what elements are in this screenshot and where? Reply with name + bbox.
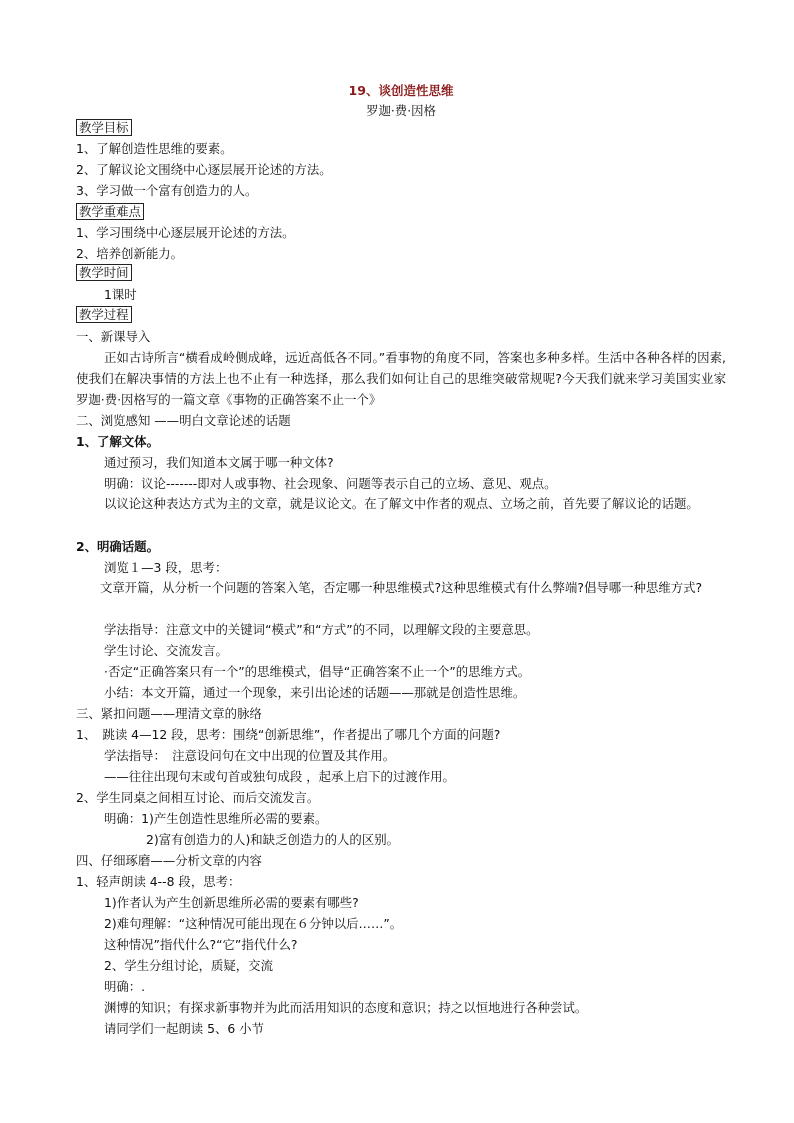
part3-line: 1、 跳读 4—12 段，思考：围绕“创新思维”，作者提出了哪几个方面的问题? — [76, 727, 501, 742]
part3-line: 2、学生同桌之间相互讨论、而后交流发言。 — [76, 790, 320, 805]
objective-item: 3、学习做一个富有创造力的人。 — [76, 183, 258, 198]
part3-line: 明确：1)产生创造性思维所必需的要素。 — [104, 811, 328, 826]
section-header-time: 教学时间 — [76, 265, 132, 281]
part2-sub1: 1、了解文体。 — [76, 434, 159, 449]
part2-line: 浏览１—3 段，思考： — [104, 560, 228, 575]
key-point-item: 1、学习围绕中心逐层展开论述的方法。 — [76, 225, 295, 240]
part4-line: 这种情况”指代什么?“它”指代什么? — [104, 937, 298, 952]
part2-line: 学生讨论、交流发言。 — [104, 643, 228, 658]
part4-line: 2)难句理解：“这种情况可能出现在６分钟以后……”。 — [104, 916, 403, 931]
part3-line: ——往往出现句末或句首或独句成段 ，起承上启下的过渡作用。 — [104, 769, 455, 784]
part3-line: 学法指导： 注意设问句在文中出现的位置及其作用。 — [104, 748, 396, 763]
part4-line: 请同学们一起朗读 5、6 小节 — [104, 1021, 264, 1036]
document-title: 19、谈创造性思维 — [348, 83, 454, 98]
part4-line: 1)作者认为产生创新思维所必需的要素有哪些? — [104, 895, 359, 910]
part2-line: 通过预习，我们知道本文属于哪一种文体? — [104, 455, 334, 470]
part1-paragraph: 正如古诗所言“横看成岭侧成峰，远近高低各不同。”看事物的角度不同，答案也多种多样。生活中各种各样的因素,使我们在解决事情的方法上也不止有一种选择，那么我们如何让自己的思维突破常规呢?今天我们就来学习美国实业家罗迦·费·因格写的一篇文章《事物的正确答案不止一个》 — [76, 350, 726, 407]
part3-line: 2)富有创造力的人)和缺乏创造力的人的区别。 — [146, 832, 399, 847]
part2-paragraph: 文章开篇，从分析一个问题的答案入笔，否定哪一种思维模式?这种思维模式有什么弊端?倡导哪一种思维方式? — [100, 580, 703, 595]
objective-item: 1、了解创造性思维的要素。 — [76, 141, 233, 156]
key-point-item: 2、培养创新能力。 — [76, 246, 184, 261]
part4-line: 2、学生分组讨论，质疑，交流 — [104, 958, 273, 973]
lesson-time: 1课时 — [104, 287, 137, 302]
part2-line: ·否定“正确答案只有一个”的思维模式，倡导“正确答案不止一个”的思维方式。 — [104, 664, 531, 679]
objective-item: 2、了解议论文围绕中心逐层展开论述的方法。 — [76, 162, 332, 177]
part4-title: 四、仔细琢磨——分析文章的内容 — [76, 853, 262, 868]
part2-line: 学法指导：注意文中的关键词“模式”和“方式”的不同，以理解文段的主要意思。 — [104, 622, 539, 637]
part2-line: 明确：议论-------即对人或事物、社会现象、问题等表示自己的立场、意见、观点。 — [104, 476, 557, 491]
part4-line: 渊博的知识；有探求新事物并为此而活用知识的态度和意识；持之以恒地进行各种尝试。 — [104, 1000, 588, 1015]
section-header-key-points: 教学重难点 — [76, 204, 144, 220]
part3-title: 三、紧扣问题——理清文章的脉络 — [76, 706, 262, 721]
part4-line: 1、轻声朗读 4--8 段，思考： — [76, 874, 241, 889]
section-header-objectives: 教学目标 — [76, 120, 132, 136]
part4-line: 明确：. — [104, 979, 146, 994]
part2-sub2: 2、明确话题。 — [76, 539, 159, 554]
part2-line: 小结：本文开篇，通过一个现象，来引出论述的话题——那就是创造性思维。 — [104, 685, 526, 700]
section-header-process: 教学过程 — [76, 307, 132, 323]
part2-paragraph: 以议论这种表达方式为主的文章，就是议论文。在了解文中作者的观点、立场之前，首先要了解议论的话题。 — [104, 496, 699, 511]
part2-title: 二、浏览感知 ——明白文章论述的话题 — [76, 413, 291, 428]
part1-title: 一、新课导入 — [76, 329, 151, 344]
document-author: 罗迦·费·因格 — [366, 103, 436, 118]
